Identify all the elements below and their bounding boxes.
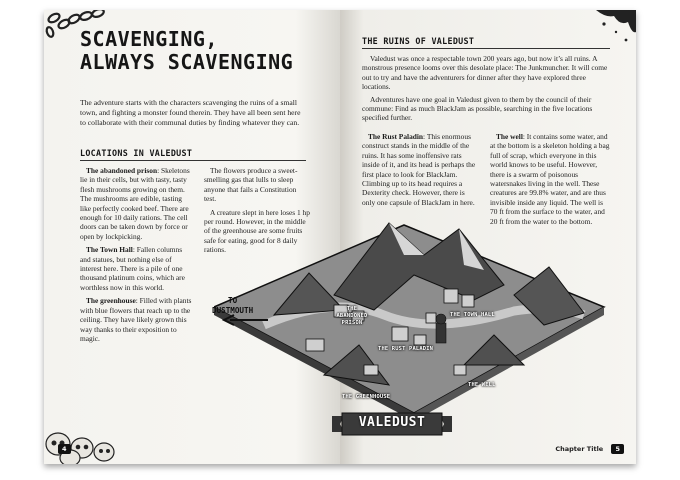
location-text: : Skeletons lie in their cells, but with tasty, tasty flesh mushrooms growing on them. The mushrooms are edible, tasting like perfectly cooked beef. There are enough for 10 daily rations. The cell doors can be taken down by force or open by lockpicking. — [80, 166, 190, 241]
location-entry — [490, 132, 610, 226]
map-label-prison: THE ABANDONED PRISON — [336, 306, 368, 326]
paragraph: A creature slept in here loses 1 hp per round. However, in the middle of the greenhouse are some fruits safe for eating, good for 8 daily rations. — [204, 207, 310, 255]
location-title: The well — [496, 132, 523, 141]
map-label-greenhouse: THE GREENHOUSE — [342, 394, 391, 400]
location-text: : Filled with plants with blue flowers that reach up to the ceiling. They have likely grown this way thanks to their exposition to magic. — [80, 296, 192, 343]
location-text: : This enormous construct stands in the middle of the ruins. It has some inoffensive rats inside of it, and its head is perhaps the first place to look for BlackJam. Climbing up to its head requires a Dexterity check. However, there is only one capsule of BlackJam in here. — [362, 132, 476, 207]
location-entry — [80, 245, 192, 292]
location-title: The greenhouse — [86, 296, 136, 306]
right-column-1 — [362, 132, 476, 211]
page-number-right: 5 — [611, 444, 624, 454]
to-dustmouth-label — [212, 296, 253, 316]
page-footer — [555, 444, 624, 454]
map-label-well: THE WELL — [468, 382, 496, 388]
chapter-title: Chapter Title — [555, 445, 604, 453]
left-column-1 — [80, 166, 192, 347]
book-spread — [44, 10, 636, 464]
location-title: The Town Hall — [86, 245, 133, 255]
to-label-line2: DUSTMOUTH — [212, 306, 254, 315]
location-entry — [362, 132, 476, 207]
skulls-corner-icon — [44, 414, 124, 464]
to-label-line1: TO — [228, 296, 238, 305]
location-text: : It contains some water, and at the bottom is a skeleton holding a bag full of scrap, which everyone in this world knows to be useful. However, there is a swarm of poisonous watersnakes living in the well. These creatures are 99.8% water, and are thus invisible inside any liquid. The well is 70 ft from the surface to the water, and 20 ft from the water to the bottom. — [490, 132, 610, 226]
title-line-2: ALWAYS SCAVENGING — [80, 50, 294, 74]
paragraph: The flowers produce a sweet-smelling gas that lulls to sleep anyone that fails a Constitution test. — [204, 166, 298, 204]
paragraph: Valedust was once a respectable town 200 years ago, but now it’s all ruins. A monstrous presence looms over this desolate place: The Junkmuncher. It will come out to try and have the adventurers for dinner after they have explored three locations. — [362, 54, 608, 92]
location-title: The Rust Paladin — [368, 132, 424, 141]
location-entry — [80, 296, 192, 343]
locations-heading: LOCATIONS IN VALEDUST — [80, 148, 306, 161]
map-banner-text: VALEDUST — [358, 415, 426, 430]
page-title — [80, 28, 293, 74]
paladin-statue-icon — [436, 314, 446, 343]
map-label-town-hall: THE TOWN HALL — [450, 312, 495, 318]
intro-paragraph: The adventure starts with the characters scavenging the ruins of a small town, and fighting a monster found therein. They have all been sent here to collaborate with their communal duties by finding whatever they can. — [80, 98, 301, 127]
location-entry — [80, 166, 192, 241]
ruins-heading: THE RUINS OF VALEDUST — [362, 36, 610, 49]
location-text: : Fallen columns and statues, but nothing else of interest here. There is a pile of one thousand platinum coins, which are worthless now in this world. — [80, 245, 185, 292]
location-title: The abandoned prison — [86, 166, 158, 175]
ruins-intro — [362, 54, 610, 126]
valedust-map — [214, 215, 614, 445]
arrow-left-icon — [220, 314, 270, 326]
page-number-left: 4 — [58, 444, 71, 454]
title-line-1: SCAVENGING, — [80, 27, 218, 51]
paragraph: Adventures have one goal in Valedust given to them by the council of their commune: Find as much BlackJam as possible, searching in the five locations specified further. — [362, 94, 593, 123]
map-label-rust-paladin: THE RUST PALADIN — [378, 346, 434, 352]
